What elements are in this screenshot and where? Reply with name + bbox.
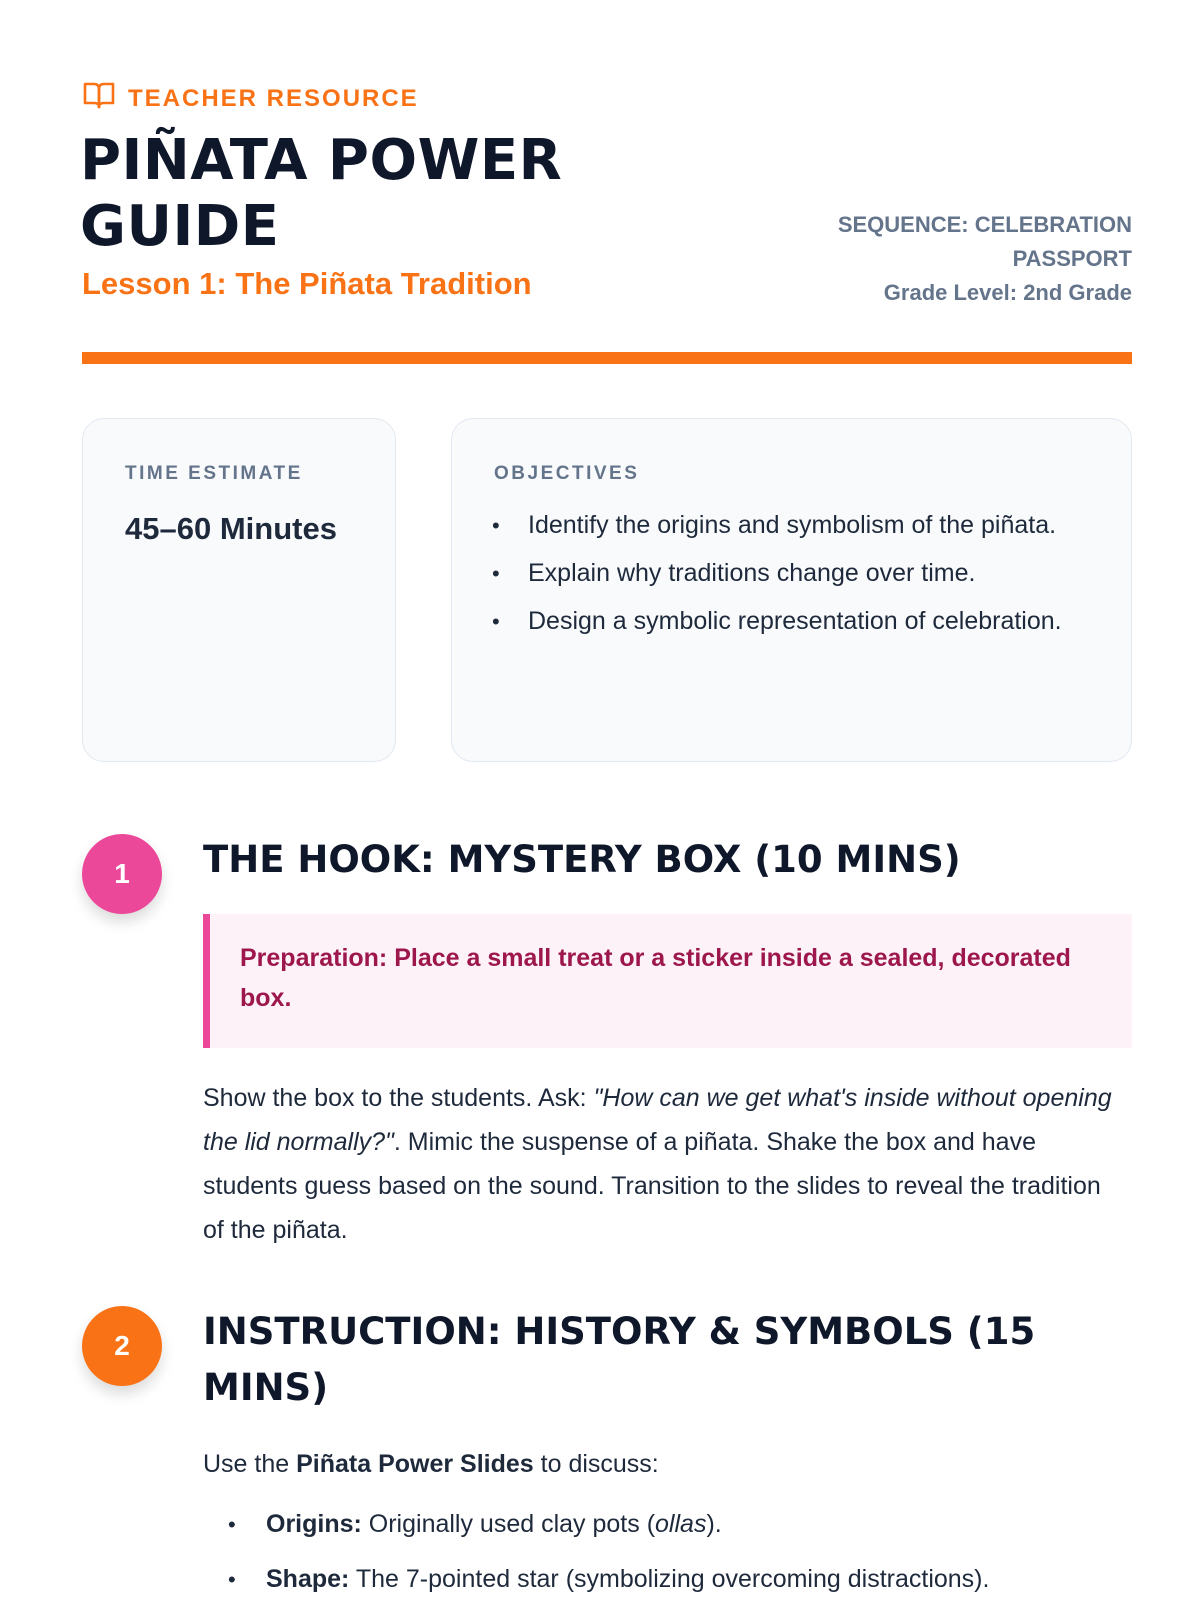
item-em: ollas xyxy=(655,1510,707,1538)
item-text: Originally used clay pots ( xyxy=(361,1510,656,1538)
eyebrow-label: TEACHER RESOURCE xyxy=(128,84,419,112)
list-item xyxy=(492,505,1072,546)
eyebrow xyxy=(82,80,419,117)
objectives-list xyxy=(492,505,1072,649)
bullet-icon: • xyxy=(492,561,500,586)
time-estimate-label: TIME ESTIMATE xyxy=(125,463,303,484)
list-item xyxy=(492,553,1072,594)
item-label: Origins: xyxy=(266,1510,362,1538)
lesson-meta xyxy=(772,208,1132,310)
section-2-intro xyxy=(203,1442,1123,1486)
objective-text: Design a symbolic representation of celebration. xyxy=(528,607,1062,635)
body-text: Use the xyxy=(203,1450,297,1478)
section-2-heading: INSTRUCTION: HISTORY & SYMBOLS (15 MINS) xyxy=(203,1310,1036,1409)
time-estimate-value: 45–60 Minutes xyxy=(125,511,337,546)
header-divider xyxy=(82,352,1132,364)
bullet-icon: • xyxy=(228,1512,236,1537)
list-item xyxy=(228,1559,1128,1600)
step-number-1: 1 xyxy=(82,834,162,914)
item-text: ). xyxy=(706,1510,722,1538)
lesson-subtitle: Lesson 1: The Piñata Tradition xyxy=(82,266,532,301)
bullet-icon: • xyxy=(228,1567,236,1592)
sequence-label: SEQUENCE: CELEBRATION PASSPORT xyxy=(837,212,1132,271)
item-label: Shape: xyxy=(266,1565,350,1593)
grade-label: Grade Level: 2nd Grade xyxy=(883,280,1132,305)
body-text: . Mimic the suspense of a piñata. Shake the box and have students guess based on the sound. Transition to the slides to reveal the tradition of the piñata. xyxy=(203,1128,1101,1244)
section-1-body xyxy=(203,1076,1123,1252)
symbols-list xyxy=(228,1504,1128,1614)
preparation-callout: Preparation: Place a small treat or a sticker inside a sealed, decorated box. xyxy=(203,914,1132,1048)
objective-text: Explain why traditions change over time. xyxy=(528,559,976,587)
page-title: PIÑATA POWER GUIDE xyxy=(80,128,563,259)
body-text: to discuss: xyxy=(533,1450,659,1478)
objectives-label: OBJECTIVES xyxy=(494,463,640,484)
slides-name: Piñata Power Slides xyxy=(296,1450,534,1478)
list-item xyxy=(492,601,1072,642)
body-quote: "How can we get what's inside without opening the lid normally?" xyxy=(203,1084,1112,1156)
objectives-card xyxy=(451,418,1132,762)
body-text: Show the box to the students. Ask: xyxy=(203,1084,594,1112)
bullet-icon: • xyxy=(492,609,500,634)
bullet-icon: • xyxy=(492,513,500,538)
step-number-2: 2 xyxy=(82,1306,162,1386)
list-item xyxy=(228,1504,1128,1545)
time-estimate-card xyxy=(82,418,396,762)
item-text: The 7-pointed star (symbolizing overcoming distractions). xyxy=(349,1565,990,1593)
objective-text: Identify the origins and symbolism of the piñata. xyxy=(528,511,1057,539)
open-book-icon xyxy=(82,80,116,117)
section-1-heading: THE HOOK: MYSTERY BOX (10 MINS) xyxy=(203,838,961,881)
